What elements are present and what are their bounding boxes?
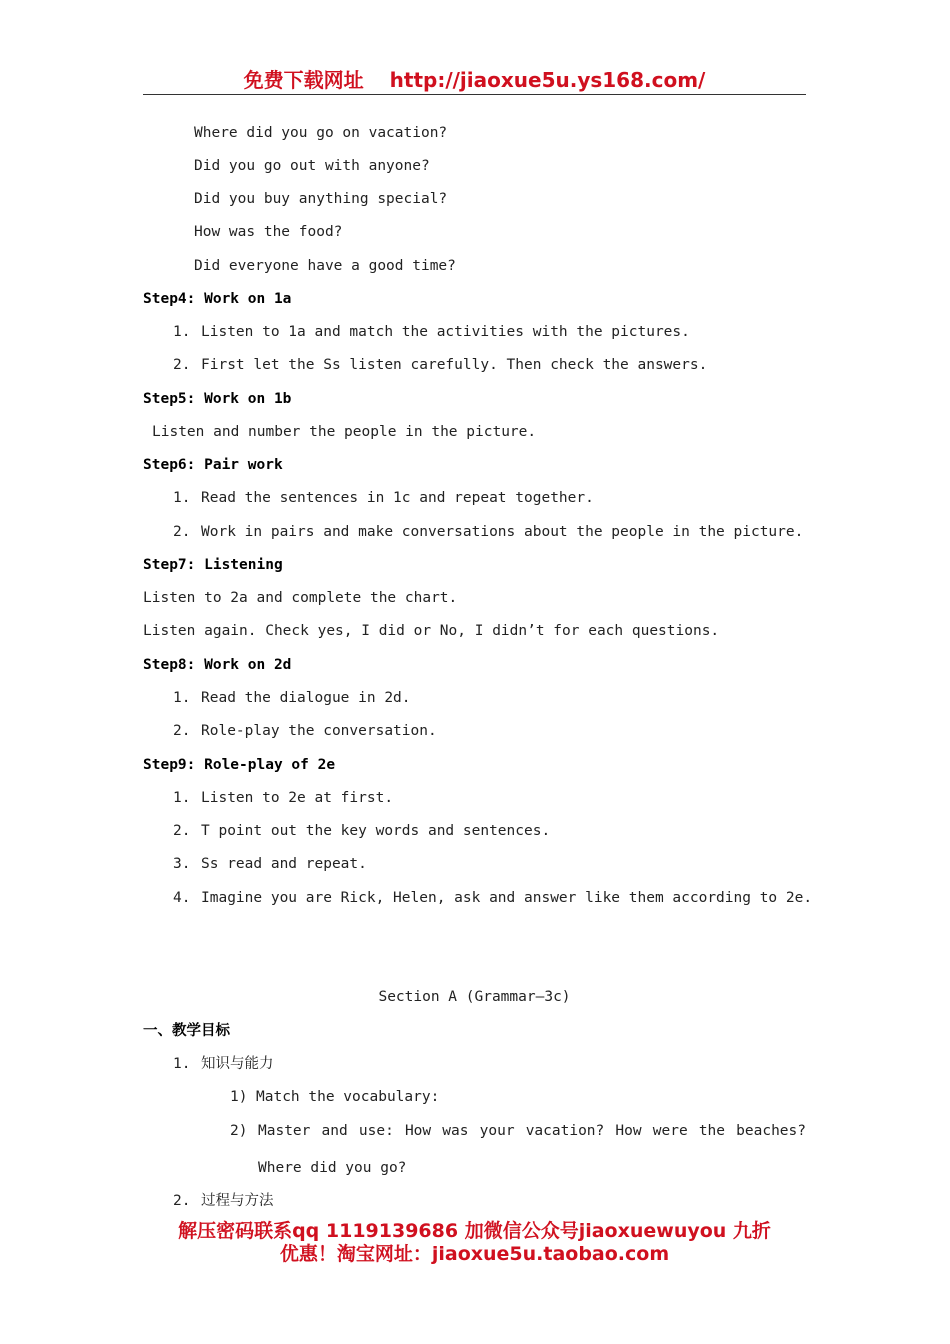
- word: vacation?: [525, 1123, 605, 1139]
- step5-title: Step5: Work on 1b: [143, 391, 292, 407]
- list-number: 1): [230, 1089, 248, 1105]
- list-number: 2.: [173, 357, 191, 373]
- step9-item: [173, 889, 812, 907]
- list-item-text: Role-play the conversation.: [201, 723, 437, 739]
- step7-line: Listen again. Check yes, I did or No, I didn’t for each questions.: [143, 623, 720, 639]
- objective-item: [173, 1055, 274, 1073]
- word: the: [698, 1123, 726, 1139]
- step4-title: Step4: Work on 1a: [143, 291, 292, 307]
- step7-title: Step7: Listening: [143, 557, 283, 573]
- list-item-text: 知识与能力: [201, 1056, 274, 1072]
- list-number: 3.: [173, 856, 191, 872]
- list-item-text: Listen to 1a and match the activities with the pictures.: [201, 324, 690, 340]
- question-line: Did you buy anything special?: [194, 191, 448, 207]
- footer-line: 优惠！淘宝网址：jiaoxue5u.taobao.com: [279, 1243, 670, 1265]
- list-number: 2.: [173, 524, 191, 540]
- list-item-text: Work in pairs and make conversations about the people in the picture.: [201, 524, 804, 540]
- word: How: [615, 1123, 642, 1139]
- step8-item: [173, 689, 411, 707]
- list-number: 1.: [173, 690, 191, 706]
- question-line: Did you go out with anyone?: [194, 158, 430, 174]
- list-item-text: First let the Ss listen carefully. Then check the answers.: [201, 357, 708, 373]
- list-number: 2.: [173, 723, 191, 739]
- word: your: [479, 1123, 515, 1139]
- word: How: [404, 1123, 432, 1139]
- list-item-text: Read the dialogue in 2d.: [201, 690, 411, 706]
- list-item-text: Read the sentences in 1c and repeat together.: [201, 490, 594, 506]
- word: were: [652, 1123, 688, 1139]
- objective-item: [173, 1192, 274, 1210]
- word: beaches?: [736, 1123, 806, 1139]
- step9-title: Step9: Role-play of 2e: [143, 757, 336, 773]
- objective-subitem-number: 2): [230, 1123, 248, 1139]
- list-number: 1.: [173, 324, 191, 340]
- list-number: 1.: [173, 490, 191, 506]
- objective-subitem-continuation: Where did you go?: [258, 1160, 407, 1176]
- list-item-text: T point out the key words and sentences.: [201, 823, 551, 839]
- step6-title: Step6: Pair work: [143, 457, 283, 473]
- list-item-text: Match the vocabulary:: [256, 1089, 440, 1105]
- step4-item: [173, 323, 690, 341]
- objective-subitem-text: [258, 1122, 806, 1140]
- step8-title: Step8: Work on 2d: [143, 657, 292, 673]
- step7-line: Listen to 2a and complete the chart.: [143, 590, 458, 606]
- list-item-text: Ss read and repeat.: [201, 856, 367, 872]
- step9-item: [173, 855, 367, 873]
- step6-item: [173, 523, 803, 541]
- step8-item: [173, 722, 437, 740]
- word: and: [321, 1123, 348, 1139]
- question-line: Where did you go on vacation?: [194, 125, 448, 141]
- list-item-text: Listen to 2e at first.: [201, 790, 394, 806]
- objective-subitem: [230, 1088, 439, 1106]
- section-title: Section A (Grammar—3c): [378, 989, 571, 1005]
- step4-item: [173, 356, 707, 374]
- step9-item: [173, 822, 550, 840]
- word: Master: [258, 1123, 311, 1139]
- step5-text: Listen and number the people in the picture.: [152, 424, 537, 440]
- list-item-text: Imagine you are Rick, Helen, ask and answer like them according to 2e.: [201, 890, 813, 906]
- list-number: 1.: [173, 1056, 191, 1072]
- question-line: Did everyone have a good time?: [194, 258, 456, 274]
- word: use:: [358, 1123, 394, 1139]
- list-number: 2.: [173, 1193, 191, 1209]
- list-number: 2.: [173, 823, 191, 839]
- header-url-link[interactable]: http://jiaoxue5u.ys168.com/: [389, 68, 706, 92]
- footer-line: 解压密码联系qq 1119139686 加微信公众号jiaoxuewuyou 九折: [178, 1220, 771, 1242]
- list-item-text: 过程与方法: [201, 1193, 274, 1209]
- page-header: [143, 66, 806, 95]
- list-number: 4.: [173, 890, 191, 906]
- list-number: 1.: [173, 790, 191, 806]
- step6-item: [173, 489, 594, 507]
- word: was: [442, 1123, 469, 1139]
- question-line: How was the food?: [194, 224, 343, 240]
- header-label: 免费下载网址: [243, 68, 364, 92]
- section-heading: 一、教学目标: [143, 1023, 230, 1039]
- step9-item: [173, 789, 393, 807]
